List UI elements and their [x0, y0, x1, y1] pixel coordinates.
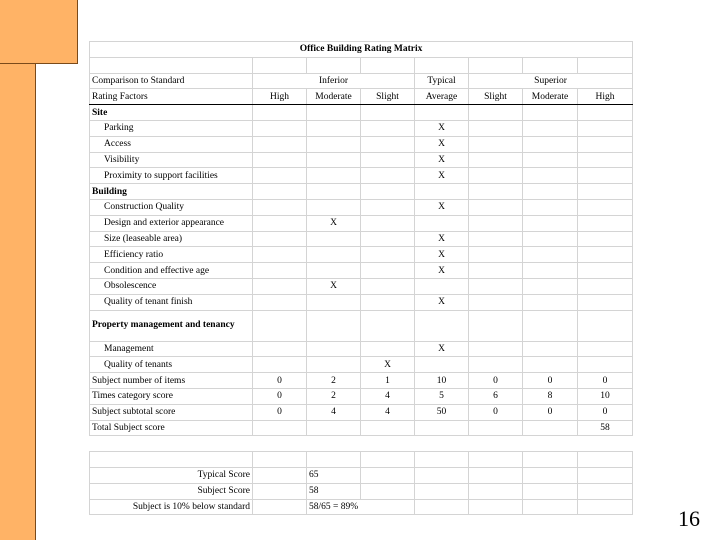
factor-label: Quality of tenant finish: [90, 294, 253, 310]
factor-label: Proximity to support facilities: [90, 168, 253, 184]
rating-matrix-table: [89, 41, 633, 515]
score-value: 2: [307, 373, 361, 389]
score-value: 50: [415, 404, 469, 420]
factor-label: Parking: [90, 120, 253, 136]
score-value: 4: [307, 404, 361, 420]
rating-mark: X: [415, 341, 469, 357]
group-superior: Superior: [469, 73, 633, 89]
factor-label: Obsolescence: [90, 278, 253, 294]
typical-score-label: Typical Score: [90, 467, 253, 483]
col-header: High: [253, 89, 307, 105]
section-label: Site: [90, 105, 253, 121]
table-row: [90, 215, 633, 231]
below-standard-row: [90, 499, 633, 515]
section-row-site: [90, 105, 633, 121]
col-header: Moderate: [307, 89, 361, 105]
score-value: 10: [415, 373, 469, 389]
score-value: 0: [523, 404, 578, 420]
table-row: [90, 199, 633, 215]
col-header: Average: [415, 89, 469, 105]
comparison-label: Comparison to Standard: [90, 73, 253, 89]
table-row: [90, 294, 633, 310]
score-value: 1: [361, 373, 415, 389]
rating-mark: X: [415, 199, 469, 215]
rating-factors-label: Rating Factors: [90, 89, 253, 105]
factor-label: Efficiency ratio: [90, 247, 253, 263]
rating-mark: X: [415, 168, 469, 184]
factor-label: Construction Quality: [90, 199, 253, 215]
column-header-row: [90, 89, 633, 105]
col-header: Slight: [361, 89, 415, 105]
score-value: 0: [253, 388, 307, 404]
score-value: 0: [469, 373, 523, 389]
orange-decor-top: [0, 0, 78, 64]
below-standard-value: 58/65 = 89%: [307, 499, 415, 515]
table-row: [90, 168, 633, 184]
col-header: Moderate: [523, 89, 578, 105]
table-row: [90, 231, 633, 247]
group-inferior: Inferior: [253, 73, 415, 89]
blank-row: [90, 436, 633, 452]
typical-score-row: [90, 467, 633, 483]
factor-label: Quality of tenants: [90, 357, 253, 373]
table-row: [90, 263, 633, 279]
subject-score-label: Subject Score: [90, 483, 253, 499]
title-row: [90, 42, 633, 58]
section-row-property: [90, 310, 633, 341]
score-value: 0: [578, 404, 633, 420]
subject-items-row: [90, 373, 633, 389]
times-score-row: [90, 388, 633, 404]
col-header: Slight: [469, 89, 523, 105]
score-value: 10: [578, 388, 633, 404]
typical-score-value: 65: [307, 467, 361, 483]
table-row: [90, 341, 633, 357]
total-value: 58: [578, 420, 633, 436]
col-header: High: [578, 89, 633, 105]
group-typical: Typical: [415, 73, 469, 89]
rating-mark: X: [415, 120, 469, 136]
factor-label: Management: [90, 341, 253, 357]
blank-row: [90, 452, 633, 468]
table-row: [90, 120, 633, 136]
below-standard-label: Subject is 10% below standard: [90, 499, 253, 515]
score-value: 4: [361, 388, 415, 404]
score-value: 4: [361, 404, 415, 420]
score-value: 0: [253, 373, 307, 389]
rating-mark: X: [415, 247, 469, 263]
table-row: [90, 357, 633, 373]
rating-mark: X: [415, 263, 469, 279]
total-label: Total Subject score: [90, 420, 253, 436]
rating-mark: X: [415, 231, 469, 247]
matrix-title: Office Building Rating Matrix: [90, 42, 633, 58]
rating-mark: X: [361, 357, 415, 373]
factor-label: Visibility: [90, 152, 253, 168]
table-row: [90, 247, 633, 263]
table-row: [90, 136, 633, 152]
section-row-building: [90, 184, 633, 200]
subtotal-label: Subject subtotal score: [90, 404, 253, 420]
score-value: 0: [469, 404, 523, 420]
factor-label: Condition and effective age: [90, 263, 253, 279]
orange-decor-left: [0, 64, 36, 540]
subject-items-label: Subject number of items: [90, 373, 253, 389]
score-value: 2: [307, 388, 361, 404]
table-row: [90, 152, 633, 168]
rating-mark: X: [415, 294, 469, 310]
score-value: 5: [415, 388, 469, 404]
times-score-label: Times category score: [90, 388, 253, 404]
section-label: Property management and tenancy: [90, 310, 253, 341]
score-value: 8: [523, 388, 578, 404]
subtotal-row: [90, 404, 633, 420]
rating-mark: X: [307, 278, 361, 294]
score-value: 0: [523, 373, 578, 389]
factor-label: Size (leaseable area): [90, 231, 253, 247]
rating-mark: X: [415, 152, 469, 168]
subject-score-row: [90, 483, 633, 499]
blank-row: [90, 57, 633, 73]
factor-label: Access: [90, 136, 253, 152]
score-value: 0: [578, 373, 633, 389]
subject-score-value: 58: [307, 483, 361, 499]
rating-mark: X: [307, 215, 361, 231]
score-value: 6: [469, 388, 523, 404]
rating-mark: X: [415, 136, 469, 152]
section-label: Building: [90, 184, 253, 200]
total-row: [90, 420, 633, 436]
table-row: [90, 278, 633, 294]
page-number: 16: [678, 506, 700, 531]
factor-label: Design and exterior appearance: [90, 215, 253, 231]
score-value: 0: [253, 404, 307, 420]
comparison-row: [90, 73, 633, 89]
